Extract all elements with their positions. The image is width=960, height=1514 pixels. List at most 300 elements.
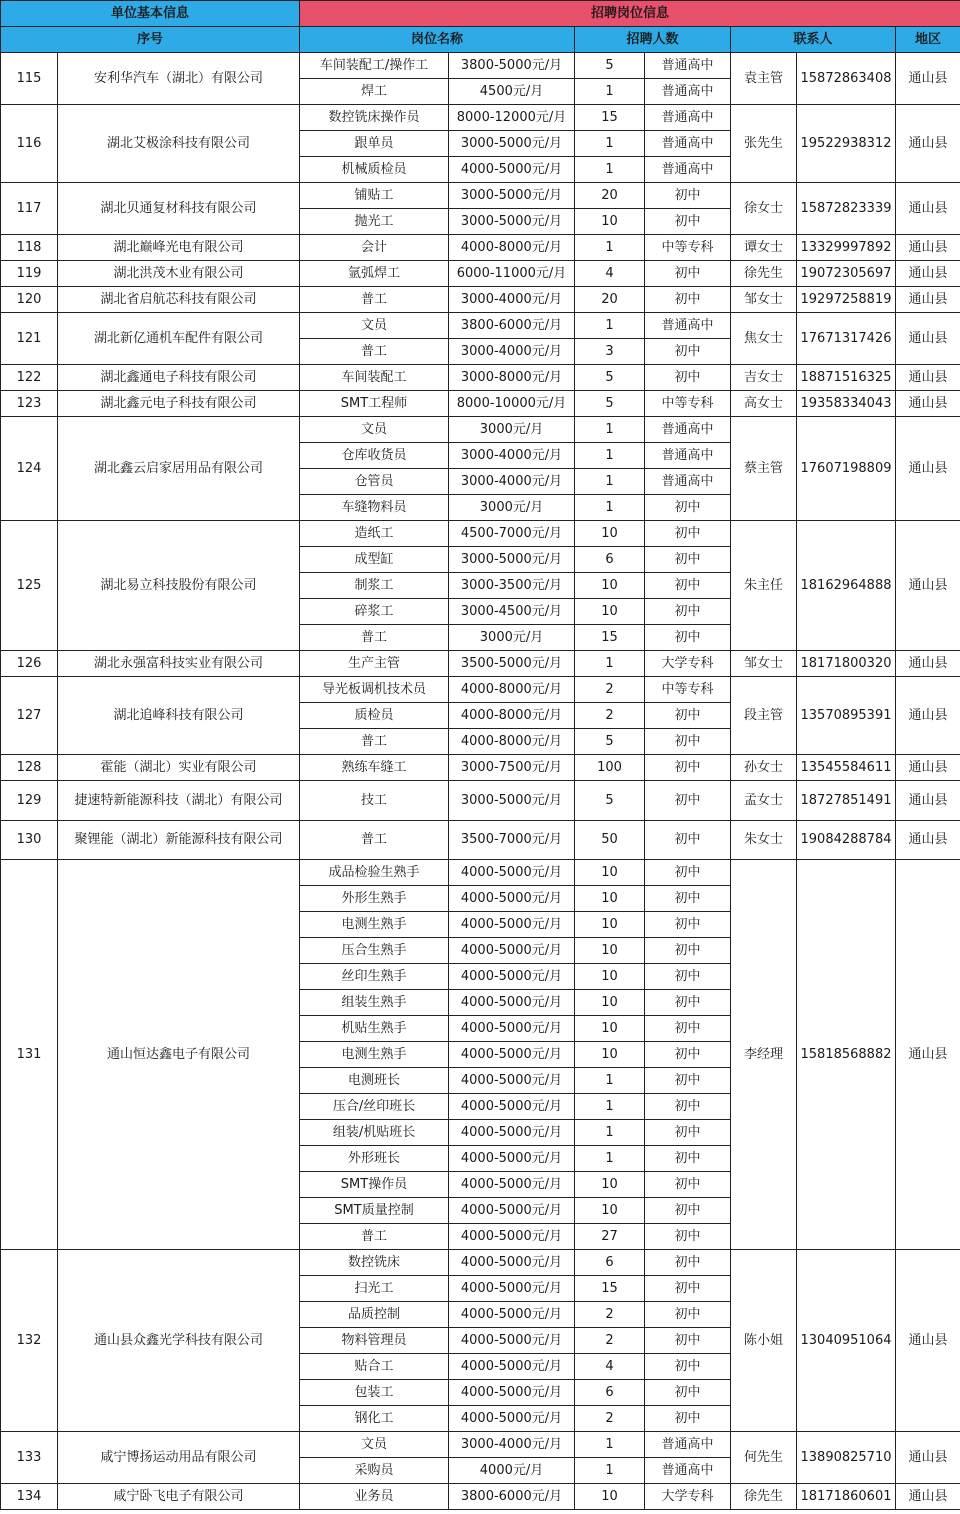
company-no: 115 [1, 53, 58, 105]
position-name: 铺贴工 [300, 183, 449, 209]
column-header-count: 招聘人数 [575, 27, 731, 53]
position-salary: 8000-10000元/月 [449, 391, 575, 417]
position-salary: 4000-8000元/月 [449, 729, 575, 755]
position-salary: 4000-5000元/月 [449, 1328, 575, 1354]
company-no: 126 [1, 651, 58, 677]
contact-name: 焦女士 [731, 313, 797, 365]
position-count: 6 [575, 1380, 645, 1406]
position-name: 文员 [300, 417, 449, 443]
contact-phone: 18171800320 [797, 651, 896, 677]
position-name: 贴合工 [300, 1354, 449, 1380]
table-row [1, 651, 960, 677]
contact-phone: 13545584611 [797, 755, 896, 781]
position-name: 仓管员 [300, 469, 449, 495]
table-row [1, 677, 960, 703]
region: 通山县 [896, 53, 960, 105]
position-name: 业务员 [300, 1484, 449, 1510]
position-salary: 4000-5000元/月 [449, 1250, 575, 1276]
position-education: 初中 [645, 1068, 731, 1094]
position-education: 初中 [645, 183, 731, 209]
position-salary: 3000-8000元/月 [449, 365, 575, 391]
table-row [1, 365, 960, 391]
position-education: 初中 [645, 1172, 731, 1198]
position-salary: 3000-4000元/月 [449, 287, 575, 313]
position-education: 初中 [645, 1302, 731, 1328]
company-no: 130 [1, 820, 58, 860]
position-salary: 3000-7500元/月 [449, 755, 575, 781]
position-name: SMT质量控制 [300, 1198, 449, 1224]
position-name: 制浆工 [300, 573, 449, 599]
region: 通山县 [896, 365, 960, 391]
position-education: 初中 [645, 1042, 731, 1068]
position-name: 文员 [300, 1432, 449, 1458]
company-no: 122 [1, 365, 58, 391]
position-education: 初中 [645, 339, 731, 365]
table-row [1, 1432, 960, 1458]
position-name: 普工 [300, 820, 449, 860]
position-education: 初中 [645, 755, 731, 781]
position-salary: 4000-5000元/月 [449, 886, 575, 912]
position-salary: 4000-5000元/月 [449, 1016, 575, 1042]
contact-name: 谭女士 [731, 235, 797, 261]
position-name: 焊工 [300, 79, 449, 105]
position-salary: 6000-11000元/月 [449, 261, 575, 287]
position-name: 普工 [300, 339, 449, 365]
company-no: 125 [1, 521, 58, 651]
table-row [1, 235, 960, 261]
position-count: 1 [575, 1120, 645, 1146]
position-education: 普通高中 [645, 1458, 731, 1484]
position-salary: 4000-5000元/月 [449, 1276, 575, 1302]
position-education: 普通高中 [645, 105, 731, 131]
region: 通山县 [896, 235, 960, 261]
position-salary: 4000-8000元/月 [449, 235, 575, 261]
position-name: 数控铣床操作员 [300, 105, 449, 131]
position-count: 1 [575, 1094, 645, 1120]
position-count: 2 [575, 677, 645, 703]
position-education: 初中 [645, 1328, 731, 1354]
position-name: 会计 [300, 235, 449, 261]
position-name: 机贴生熟手 [300, 1016, 449, 1042]
position-salary: 3000元/月 [449, 417, 575, 443]
company-name: 湖北省启航芯科技有限公司 [58, 287, 300, 313]
position-count: 50 [575, 820, 645, 860]
position-count: 1 [575, 443, 645, 469]
position-count: 20 [575, 287, 645, 313]
position-count: 1 [575, 495, 645, 521]
position-education: 普通高中 [645, 1432, 731, 1458]
contact-name: 朱女士 [731, 820, 797, 860]
table-row [1, 417, 960, 443]
position-count: 10 [575, 990, 645, 1016]
region: 通山县 [896, 781, 960, 821]
position-salary: 3800-6000元/月 [449, 313, 575, 339]
position-name: 压合/丝印班长 [300, 1094, 449, 1120]
group-header-row [1, 1, 960, 27]
table-row [1, 183, 960, 209]
position-salary: 4000-8000元/月 [449, 677, 575, 703]
contact-name: 邹女士 [731, 651, 797, 677]
position-salary: 3000-4000元/月 [449, 469, 575, 495]
position-salary: 4000-5000元/月 [449, 1198, 575, 1224]
company-name: 湖北鑫通电子科技有限公司 [58, 365, 300, 391]
contact-name: 蔡主管 [731, 417, 797, 521]
position-salary: 8000-12000元/月 [449, 105, 575, 131]
position-education: 中等专科 [645, 391, 731, 417]
position-education: 初中 [645, 625, 731, 651]
contact-phone: 15872863408 [797, 53, 896, 105]
contact-name: 张先生 [731, 105, 797, 183]
company-no: 133 [1, 1432, 58, 1484]
column-header-row [1, 27, 960, 53]
position-name: 普工 [300, 287, 449, 313]
position-education: 初中 [645, 1250, 731, 1276]
position-education: 初中 [645, 1198, 731, 1224]
position-name: 普工 [300, 1224, 449, 1250]
company-name: 湖北新亿通机车配件有限公司 [58, 313, 300, 365]
position-count: 10 [575, 573, 645, 599]
company-name: 咸宁卧飞电子有限公司 [58, 1484, 300, 1510]
position-name: 跟单员 [300, 131, 449, 157]
company-name: 湖北鑫元电子科技有限公司 [58, 391, 300, 417]
position-education: 初中 [645, 1276, 731, 1302]
position-education: 初中 [645, 703, 731, 729]
position-count: 5 [575, 365, 645, 391]
contact-phone: 15818568882 [797, 860, 896, 1250]
position-name: 车间装配工/操作工 [300, 53, 449, 79]
contact-phone: 19084288784 [797, 820, 896, 860]
company-name: 通山恒达鑫电子有限公司 [58, 860, 300, 1250]
position-count: 1 [575, 651, 645, 677]
position-name: 电测班长 [300, 1068, 449, 1094]
position-salary: 3000-5000元/月 [449, 209, 575, 235]
position-education: 中等专科 [645, 235, 731, 261]
table-row [1, 521, 960, 547]
position-salary: 3800-5000元/月 [449, 53, 575, 79]
position-education: 普通高中 [645, 417, 731, 443]
company-no: 134 [1, 1484, 58, 1510]
position-count: 10 [575, 1198, 645, 1224]
position-name: SMT操作员 [300, 1172, 449, 1198]
position-name: 外形班长 [300, 1146, 449, 1172]
contact-phone: 19358334043 [797, 391, 896, 417]
company-name: 捷速特新能源科技（湖北）有限公司 [58, 781, 300, 821]
contact-name: 陈小姐 [731, 1250, 797, 1432]
company-no: 129 [1, 781, 58, 821]
position-name: 文员 [300, 313, 449, 339]
contact-name: 何先生 [731, 1432, 797, 1484]
contact-phone: 18171860601 [797, 1484, 896, 1510]
position-education: 初中 [645, 573, 731, 599]
position-count: 100 [575, 755, 645, 781]
position-count: 10 [575, 599, 645, 625]
position-count: 1 [575, 79, 645, 105]
position-name: 组装生熟手 [300, 990, 449, 1016]
contact-name: 朱主任 [731, 521, 797, 651]
contact-phone: 18162964888 [797, 521, 896, 651]
position-salary: 4000-5000元/月 [449, 1120, 575, 1146]
position-salary: 4000元/月 [449, 1458, 575, 1484]
position-count: 2 [575, 1328, 645, 1354]
contact-phone: 15872823339 [797, 183, 896, 235]
contact-name: 李经理 [731, 860, 797, 1250]
company-no: 123 [1, 391, 58, 417]
position-count: 1 [575, 1432, 645, 1458]
contact-name: 徐先生 [731, 1484, 797, 1510]
position-salary: 3000-5000元/月 [449, 131, 575, 157]
table-row [1, 860, 960, 886]
position-count: 3 [575, 339, 645, 365]
position-count: 27 [575, 1224, 645, 1250]
position-count: 10 [575, 1016, 645, 1042]
position-name: 机械质检员 [300, 157, 449, 183]
position-name: 采购员 [300, 1458, 449, 1484]
table-row [1, 755, 960, 781]
column-header-position: 岗位名称 [300, 27, 575, 53]
contact-phone: 17607198809 [797, 417, 896, 521]
contact-name: 袁主管 [731, 53, 797, 105]
position-education: 大学专科 [645, 651, 731, 677]
position-count: 2 [575, 1406, 645, 1432]
position-count: 5 [575, 391, 645, 417]
table-row [1, 391, 960, 417]
table-row [1, 1484, 960, 1510]
position-name: 导光板调机技术员 [300, 677, 449, 703]
position-count: 10 [575, 886, 645, 912]
position-name: 氩弧焊工 [300, 261, 449, 287]
position-count: 5 [575, 53, 645, 79]
contact-name: 徐先生 [731, 261, 797, 287]
region: 通山县 [896, 287, 960, 313]
position-education: 初中 [645, 1016, 731, 1042]
position-name: 成型缸 [300, 547, 449, 573]
region: 通山县 [896, 1432, 960, 1484]
position-name: 普工 [300, 625, 449, 651]
position-education: 初中 [645, 820, 731, 860]
position-education: 初中 [645, 261, 731, 287]
contact-phone: 18871516325 [797, 365, 896, 391]
position-education: 中等专科 [645, 677, 731, 703]
position-name: 数控铣床 [300, 1250, 449, 1276]
region: 通山县 [896, 651, 960, 677]
company-name: 湖北追峰科技有限公司 [58, 677, 300, 755]
position-salary: 3000-4000元/月 [449, 1432, 575, 1458]
position-education: 初中 [645, 495, 731, 521]
table-row [1, 820, 960, 860]
contact-phone: 13040951064 [797, 1250, 896, 1432]
contact-name: 邹女士 [731, 287, 797, 313]
position-count: 10 [575, 912, 645, 938]
position-name: 外形生熟手 [300, 886, 449, 912]
table-row [1, 1250, 960, 1276]
table-row [1, 287, 960, 313]
company-no: 128 [1, 755, 58, 781]
position-name: 熟练车缝工 [300, 755, 449, 781]
company-name: 湖北巅峰光电有限公司 [58, 235, 300, 261]
position-name: 普工 [300, 729, 449, 755]
position-education: 初中 [645, 912, 731, 938]
position-education: 初中 [645, 1406, 731, 1432]
contact-phone: 13890825710 [797, 1432, 896, 1484]
position-education: 初中 [645, 1380, 731, 1406]
position-salary: 4000-5000元/月 [449, 1406, 575, 1432]
contact-name: 段主管 [731, 677, 797, 755]
position-education: 普通高中 [645, 469, 731, 495]
position-education: 初中 [645, 287, 731, 313]
position-name: 包装工 [300, 1380, 449, 1406]
position-name: 组装/机贴班长 [300, 1120, 449, 1146]
position-name: 碎浆工 [300, 599, 449, 625]
position-salary: 3000元/月 [449, 495, 575, 521]
position-name: 电测生熟手 [300, 912, 449, 938]
position-count: 2 [575, 1302, 645, 1328]
position-salary: 4000-5000元/月 [449, 938, 575, 964]
position-education: 初中 [645, 1120, 731, 1146]
position-salary: 3500-5000元/月 [449, 651, 575, 677]
region: 通山县 [896, 521, 960, 651]
position-count: 5 [575, 781, 645, 821]
position-education: 初中 [645, 990, 731, 1016]
position-count: 1 [575, 1068, 645, 1094]
position-salary: 4500-7000元/月 [449, 521, 575, 547]
region: 通山县 [896, 860, 960, 1250]
position-salary: 3800-6000元/月 [449, 1484, 575, 1510]
position-count: 1 [575, 417, 645, 443]
region: 通山县 [896, 677, 960, 755]
position-name: 钢化工 [300, 1406, 449, 1432]
position-salary: 4500元/月 [449, 79, 575, 105]
position-count: 10 [575, 1042, 645, 1068]
position-salary: 4000-5000元/月 [449, 1354, 575, 1380]
company-no: 131 [1, 860, 58, 1250]
region: 通山县 [896, 183, 960, 235]
position-salary: 4000-5000元/月 [449, 1068, 575, 1094]
position-name: 仓库收货员 [300, 443, 449, 469]
position-education: 初中 [645, 729, 731, 755]
position-count: 10 [575, 521, 645, 547]
position-education: 初中 [645, 886, 731, 912]
position-salary: 4000-5000元/月 [449, 1302, 575, 1328]
contact-phone: 19072305697 [797, 261, 896, 287]
position-name: 压合生熟手 [300, 938, 449, 964]
position-name: SMT工程师 [300, 391, 449, 417]
company-name: 咸宁博扬运动用品有限公司 [58, 1432, 300, 1484]
company-name: 湖北永强富科技实业有限公司 [58, 651, 300, 677]
contact-phone: 19297258819 [797, 287, 896, 313]
contact-name: 高女士 [731, 391, 797, 417]
company-name: 湖北贝通复材科技有限公司 [58, 183, 300, 235]
position-count: 1 [575, 469, 645, 495]
position-education: 初中 [645, 938, 731, 964]
position-name: 丝印生熟手 [300, 964, 449, 990]
position-name: 抛光工 [300, 209, 449, 235]
position-education: 普通高中 [645, 131, 731, 157]
position-education: 初中 [645, 1224, 731, 1250]
region: 通山县 [896, 1484, 960, 1510]
position-education: 初中 [645, 860, 731, 886]
contact-phone: 17671317426 [797, 313, 896, 365]
group-header-basic: 单位基本信息 [1, 1, 300, 27]
company-no: 127 [1, 677, 58, 755]
position-education: 初中 [645, 1094, 731, 1120]
position-education: 大学专科 [645, 1484, 731, 1510]
position-education: 初中 [645, 209, 731, 235]
position-count: 10 [575, 938, 645, 964]
position-education: 普通高中 [645, 313, 731, 339]
position-education: 初中 [645, 365, 731, 391]
table-row [1, 53, 960, 79]
position-name: 品质控制 [300, 1302, 449, 1328]
company-name: 霍能（湖北）实业有限公司 [58, 755, 300, 781]
position-count: 1 [575, 131, 645, 157]
position-salary: 4000-8000元/月 [449, 703, 575, 729]
position-salary: 4000-5000元/月 [449, 1146, 575, 1172]
position-name: 车缝物料员 [300, 495, 449, 521]
position-education: 普通高中 [645, 53, 731, 79]
position-count: 20 [575, 183, 645, 209]
table-body [1, 53, 960, 1510]
position-education: 初中 [645, 599, 731, 625]
position-count: 15 [575, 105, 645, 131]
position-salary: 3000-4500元/月 [449, 599, 575, 625]
position-salary: 4000-5000元/月 [449, 1094, 575, 1120]
position-name: 车间装配工 [300, 365, 449, 391]
position-count: 10 [575, 1484, 645, 1510]
position-name: 生产主管 [300, 651, 449, 677]
company-no: 132 [1, 1250, 58, 1432]
contact-name: 孙女士 [731, 755, 797, 781]
contact-phone: 18727851491 [797, 781, 896, 821]
position-count: 15 [575, 1276, 645, 1302]
position-salary: 4000-5000元/月 [449, 157, 575, 183]
company-no: 120 [1, 287, 58, 313]
position-count: 1 [575, 235, 645, 261]
position-count: 6 [575, 547, 645, 573]
position-education: 初中 [645, 1146, 731, 1172]
position-count: 10 [575, 1172, 645, 1198]
region: 通山县 [896, 755, 960, 781]
position-salary: 4000-5000元/月 [449, 1172, 575, 1198]
company-name: 湖北易立科技股份有限公司 [58, 521, 300, 651]
position-name: 扫光工 [300, 1276, 449, 1302]
position-salary: 3000-4000元/月 [449, 339, 575, 365]
company-no: 118 [1, 235, 58, 261]
position-count: 10 [575, 964, 645, 990]
position-salary: 3000-4000元/月 [449, 443, 575, 469]
position-count: 1 [575, 1458, 645, 1484]
position-salary: 3000-5000元/月 [449, 183, 575, 209]
region: 通山县 [896, 313, 960, 365]
contact-phone: 19522938312 [797, 105, 896, 183]
position-salary: 4000-5000元/月 [449, 990, 575, 1016]
position-count: 1 [575, 1146, 645, 1172]
company-name: 湖北鑫云启家居用品有限公司 [58, 417, 300, 521]
contact-phone: 13329997892 [797, 235, 896, 261]
position-name: 造纸工 [300, 521, 449, 547]
position-name: 电测生熟手 [300, 1042, 449, 1068]
position-count: 1 [575, 313, 645, 339]
contact-name: 吉女士 [731, 365, 797, 391]
company-name: 湖北艾极涂科技有限公司 [58, 105, 300, 183]
company-name: 聚锂能（湖北）新能源科技有限公司 [58, 820, 300, 860]
position-salary: 3500-7000元/月 [449, 820, 575, 860]
position-name: 成品检验生熟手 [300, 860, 449, 886]
position-salary: 4000-5000元/月 [449, 964, 575, 990]
table-row [1, 261, 960, 287]
position-salary: 3000元/月 [449, 625, 575, 651]
region: 通山县 [896, 105, 960, 183]
column-header-contact: 联系人 [731, 27, 896, 53]
